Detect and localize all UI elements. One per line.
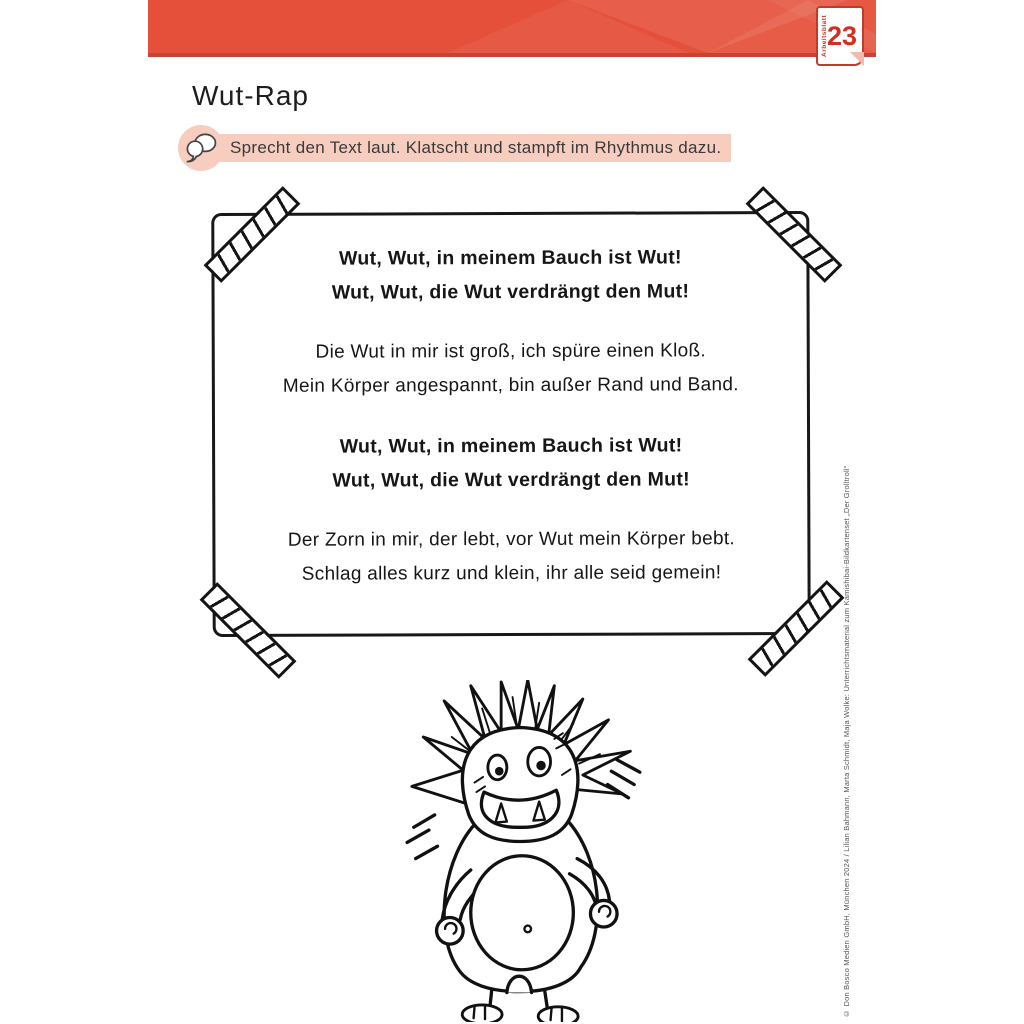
poem-line: Wut, Wut, in meinem Bauch ist Wut!	[339, 434, 683, 458]
badge-label: Arbeitsblatt	[821, 14, 828, 58]
worksheet-badge	[816, 6, 864, 66]
instruction-text: Sprecht den Text laut. Klatscht und stampft im Rhythmus dazu.	[216, 134, 731, 162]
grolltroll-monster-illustration	[390, 680, 656, 1022]
poem-frame	[211, 211, 810, 637]
poem-line: Wut, Wut, die Wut verdrängt den Mut!	[332, 468, 690, 492]
copyright-credit: © Don Bosco Medien GmbH, München 2024 / Lilian Bahmann, Marta Schmidt, Maja Wolke: Unterrichtsmaterial zum Kamishibai-Bildkartenset „Der Grolltroll“	[842, 465, 851, 1018]
header-bar-pattern	[148, 0, 876, 53]
poem-stanza	[215, 334, 807, 404]
poem-stanza	[214, 240, 806, 310]
instruction-row	[178, 124, 731, 172]
speech-bubbles-icon	[178, 125, 224, 171]
poem-line: Wut, Wut, in meinem Bauch ist Wut!	[338, 246, 682, 270]
page-number: 23	[826, 20, 857, 51]
poem-stanza	[215, 428, 807, 498]
poem-line: Der Zorn in mir, der lebt, vor Wut mein Körper bebt.	[287, 528, 736, 551]
header-bar	[148, 0, 876, 57]
poem-line: Mein Körper angespannt, bin außer Rand und Band.	[282, 374, 739, 397]
poem-line: Wut, Wut, die Wut verdrängt den Mut!	[331, 280, 690, 304]
poem-stanza	[215, 522, 807, 592]
worksheet-page	[148, 0, 876, 1024]
page-title: Wut-Rap	[192, 80, 309, 111]
poem	[214, 240, 807, 618]
poem-line: Die Wut in mir ist groß, ich spüre einen Kloß.	[315, 340, 706, 363]
poem-line: Schlag alles kurz und klein, ihr alle seid gemein!	[301, 562, 722, 585]
